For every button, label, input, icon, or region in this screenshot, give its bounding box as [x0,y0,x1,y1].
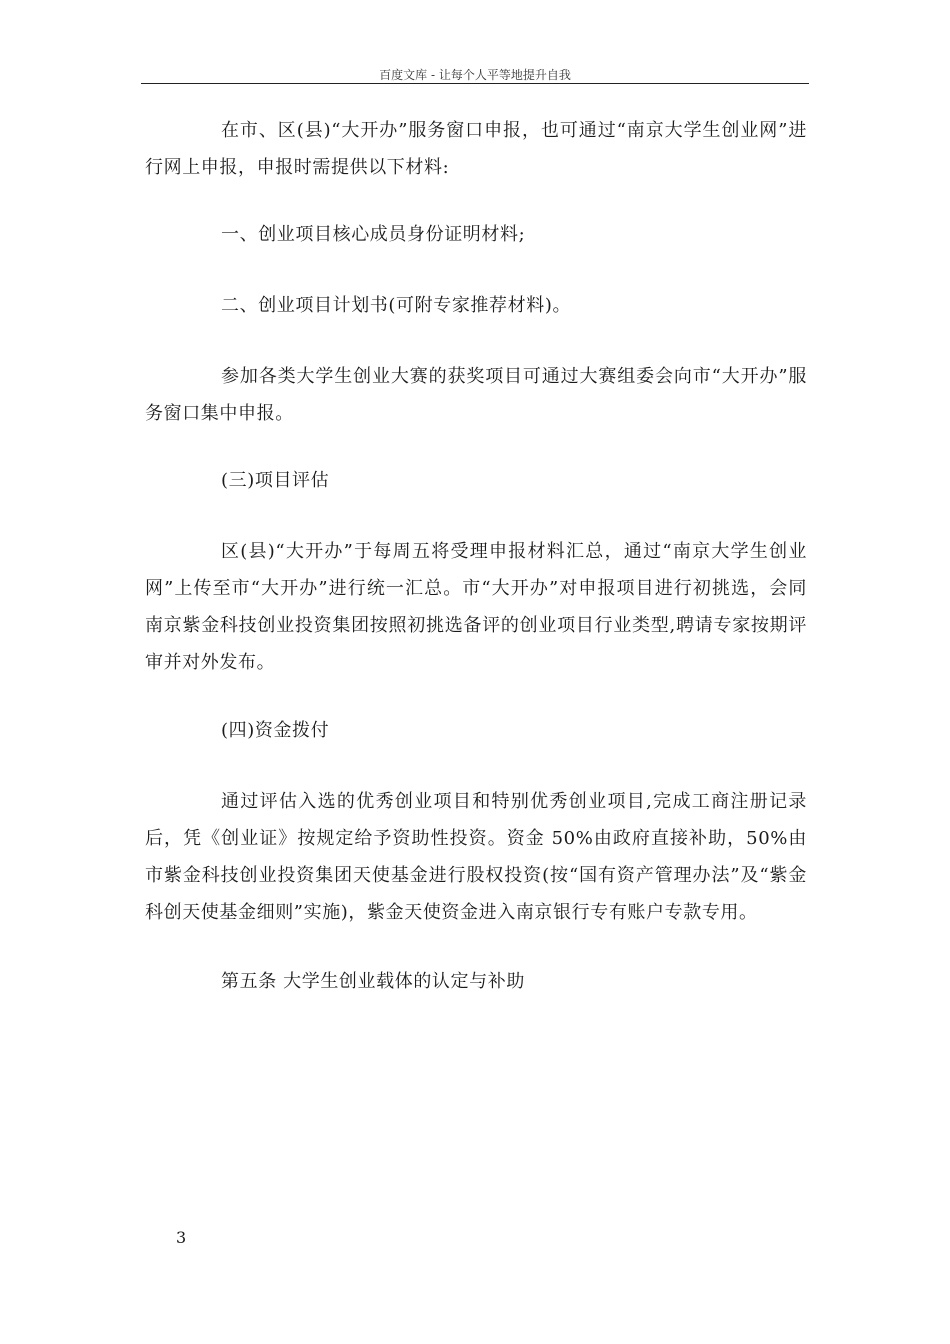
page-number: 3 [176,1228,187,1247]
paragraph-item-two: 二、创业项目计划书(可附专家推荐材料)。 [221,295,572,316]
document-body [145,112,807,1000]
paragraph-application-channels: 在市、区(县)“大开办”服务窗口申报，也可通过“南京大学生创业网”进行网上申报，申报时需提供以下材料: [145,120,807,178]
section-heading-fund-allocation: (四)资金拨付 [221,720,330,741]
article-heading-five: 第五条 大学生创业载体的认定与补助 [221,971,525,992]
paragraph-competition-projects: 参加各类大学生创业大赛的获奖项目可通过大赛组委会向市“大开办”服务窗口集中申报。 [145,366,807,424]
section-heading-project-evaluation: (三)项目评估 [221,470,330,491]
page-header-text: 百度文库 - 让每个人平等地提升自我 [379,68,571,82]
header-rule [141,83,809,84]
paragraph-fund-allocation: 通过评估入选的优秀创业项目和特别优秀创业项目,完成工商注册记录后，凭《创业证》按规定给予资助性投资。资金 50%由政府直接补助，50%由市紫金科技创业投资集团天使基金进行股权投资(按“国有资产管理办法”及“紫金科创天使基金细则”实施)，紫金天使资金进入南京银行专有账户专款专用。 [145,791,807,923]
paragraph-evaluation-process: 区(县)“大开办”于每周五将受理申报材料汇总，通过“南京大学生创业网”上传至市“大开办”进行统一汇总。市“大开办”对申报项目进行初挑选，会同南京紫金科技创业投资集团按照初挑选备评的创业项目行业类型,聘请专家按期评审并对外发布。 [145,541,807,673]
paragraph-item-one: 一、创业项目核心成员身份证明材料; [221,224,526,245]
